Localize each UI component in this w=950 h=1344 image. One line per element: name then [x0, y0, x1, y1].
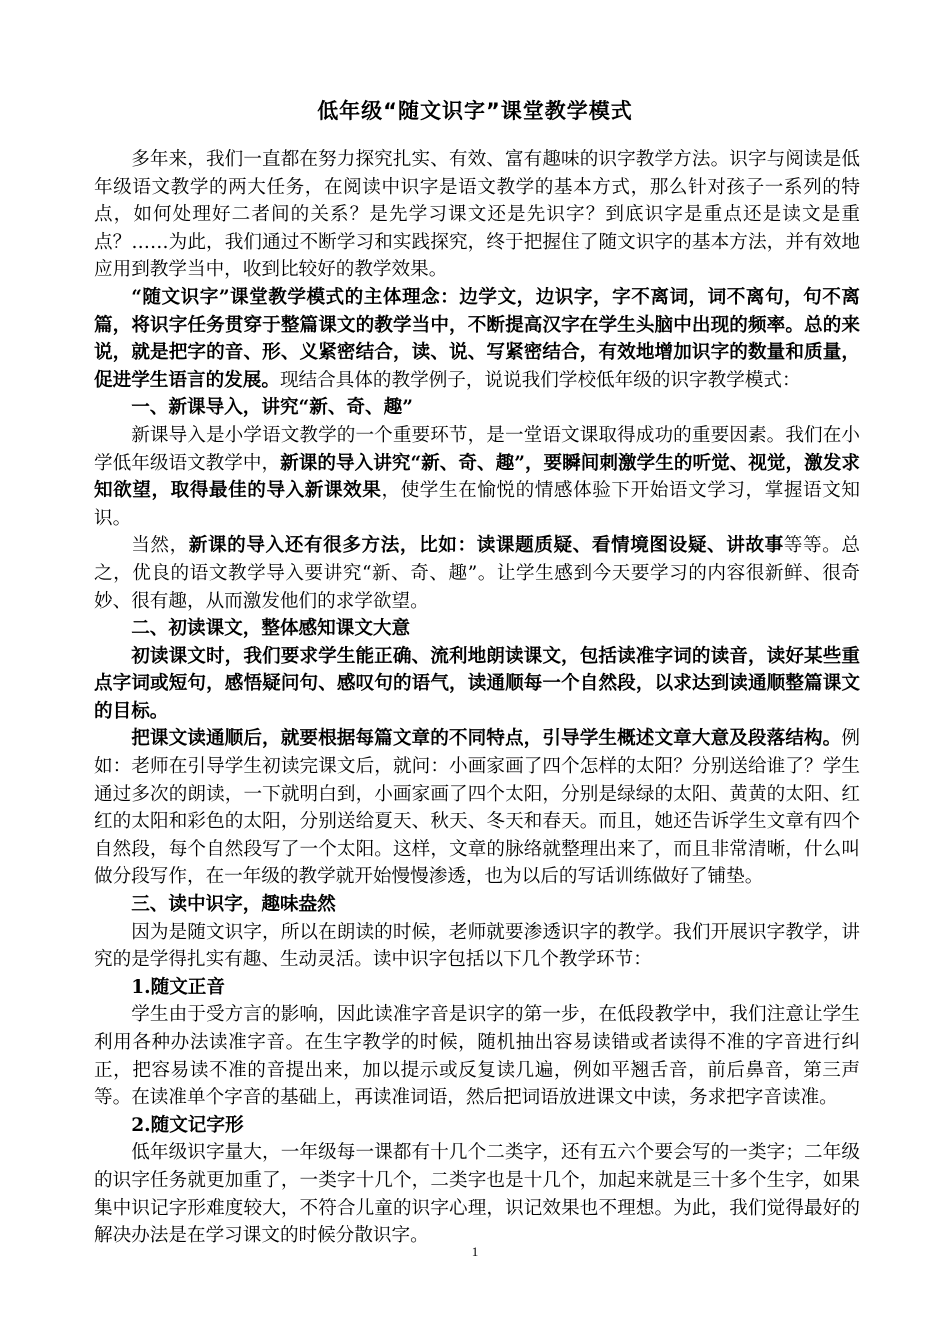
paragraph-intro-methods: [94, 532, 860, 615]
paragraph-intro: 多年来，我们一直都在努力探究扎实、有效、富有趣味的识字教学方法。识字与阅读是低年级语文教学的两大任务，在阅读中识字是语文教学的基本方式，那么针对孩子一系列的特点，如何处理好二者间的关系？是先学习课文还是先识字？到底识字是重点还是读文是重点？……为此，我们通过不断学习和实践探究，终于把握住了随文识字的基本方法，并有效地应用到教学当中，收到比较好的教学效果。: [94, 149, 860, 281]
text-segment: 新课导入是小学语文教学的一个重要环节，是一堂语文课取得成功的重要因素。我们在小学低年级语文教学中，: [94, 424, 860, 474]
page-number: 1: [471, 1244, 479, 1259]
document-body: [94, 146, 860, 1250]
text-segment: 等等。总之，优良的语文教学导入要讲究“新、奇、趣”。让学生感到今天要学习的内容很新鲜、很奇妙、很有趣，从而激发他们的求学欲望。: [94, 535, 860, 612]
paragraph-reading-literacy: 因为是随文识字，所以在朗读的时候，老师就要渗透识字的教学。我们开展识字教学，讲究的是学得扎实有趣、生动灵活。读中识字包括以下几个教学环节：: [94, 921, 860, 971]
paragraph-first-reading: 初读课文时，我们要求学生能正确、流利地朗读课文，包括读准字词的读音，读好某些重点字词或短句，感悟疑问句、感叹句的语气，读通顺每一个自然段，以求达到读通顺整篇课文的目标。: [94, 645, 860, 722]
document-title: 低年级“随文识字”课堂教学模式: [317, 99, 633, 123]
paragraph-character-form: 低年级识字量大，一年级每一课都有十几个二类字，还有五六个要会写的一类字；二年级的识字任务就更加重了，一类字十几个，二类字也是十几个，加起来就是三十多个生字，如果集中识记字形难度较大，不符合儿童的识字心理，识记效果也不理想。为此，我们觉得最好的解决办法是在学习课文的时候分散识字。: [94, 1142, 860, 1247]
section-heading-3: 三、读中识字，趣味盎然: [131, 894, 336, 916]
text-segment: 例如：老师在引导学生初读完课文后，就问：小画家画了四个怎样的太阳？分别送给谁了？学生通过多次的朗读，一下就明白到，小画家画了四个太阳，分别是绿绿的太阳、黄黄的太阳、红红的太阳和彩色的太阳，分别送给夏天、秋天、冬天和春天。而且，她还告诉学生文章有四个自然段，每个自然段写了一个太阳。这样，文章的脉络就整理出来了，而且非常清晰，什么叫做分段写作，在一年级的教学就开始慢慢渗透，也为以后的写话训练做好了铺垫。: [94, 728, 860, 888]
concept-bold-text: “随文识字”课堂教学模式的主体理念：边学文，边识字，字不离词，词不离句，句不离篇，将识字任务贯穿于整篇课文的教学当中，不断提高汉字在学生头脑中出现的频率。总的来说，就是把字的音、形、义紧密结合，读、说、写紧密结合，有效地增加识字的数量和质量，促进学生语言的发展。: [94, 286, 860, 391]
bold-segment: 新课的导入还有很多方法，比如：读课题质疑、看情境图设疑、讲故事: [188, 535, 784, 557]
concept-normal-text: 现结合具体的教学例子，说说我们学校低年级的识字教学模式：: [279, 369, 801, 391]
paragraph-structure: [94, 725, 860, 891]
subsection-heading-1: 1.随文正音: [131, 976, 225, 998]
subsection-heading-2: 2.随文记字形: [131, 1114, 244, 1136]
paragraph-concept: [94, 284, 860, 394]
paragraph-pronunciation: 学生由于受方言的影响，因此读准字音是识字的第一步，在低段教学中，我们注意让学生利用各种办法读准字音。在生字教学的时候，随机抽出容易读错或者读得不准的字音进行纠正，把容易读不准的音提出来，加以提示或反复读几遍，例如平翘舌音，前后鼻音，第三声等。在读准单个字音的基础上，再读准词语，然后把词语放进课文中读，务求把字音读准。: [94, 1004, 860, 1109]
section-heading-2: 二、初读课文，整体感知课文大意: [131, 618, 411, 640]
bold-segment: 把课文读通顺后，就要根据每篇文章的不同特点，引导学生概述文章大意及段落结构。: [131, 728, 842, 750]
section-heading-1: 一、新课导入，讲究“新、奇、趣”: [131, 397, 413, 419]
paragraph-intro-lesson: [94, 422, 860, 532]
text-segment: ，使学生在愉悦的情感体验下开始语文学习，掌握语文知识。: [94, 480, 860, 529]
bold-segment: 新课的导入讲究“新、奇、趣”，要瞬间刺激学生的听觉、视觉，激发求知欲望，取得最佳的导入新课效果: [94, 452, 860, 502]
text-segment: 当然，: [131, 535, 189, 557]
